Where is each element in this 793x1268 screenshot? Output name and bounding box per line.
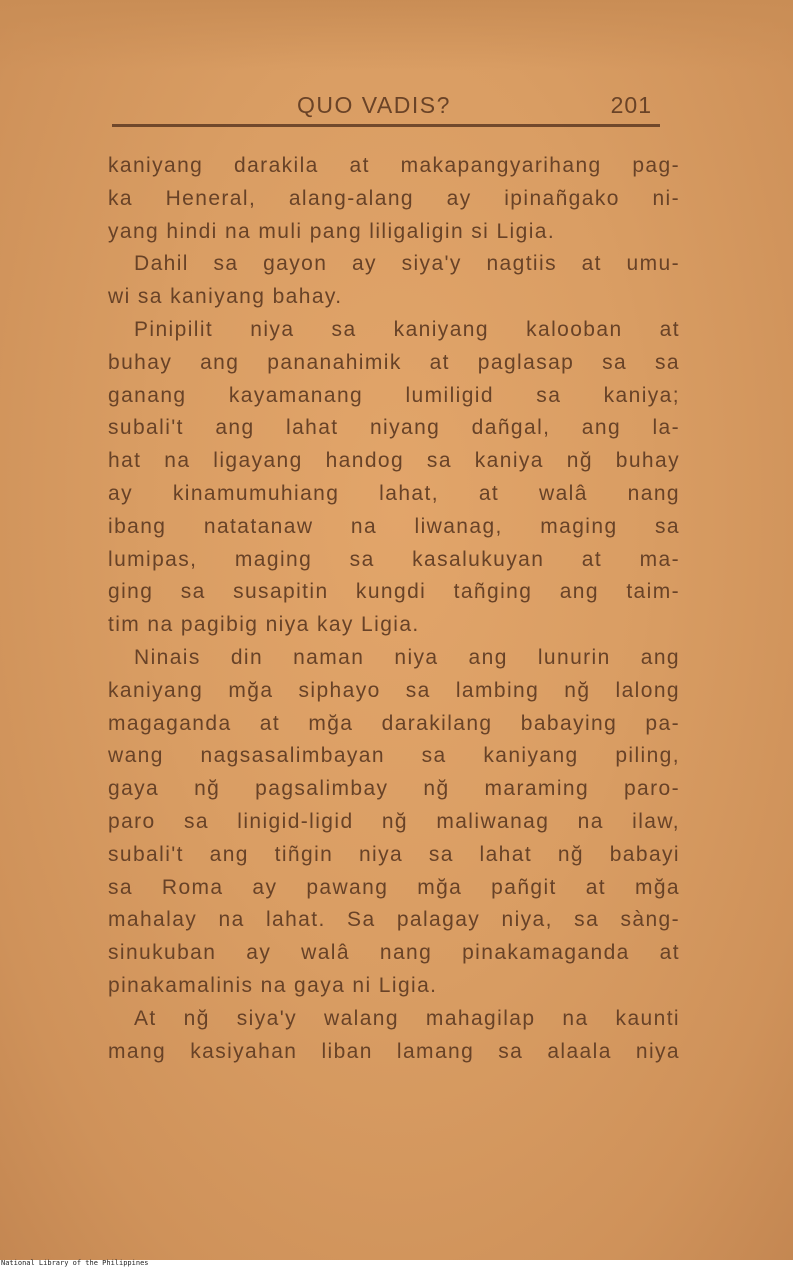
text-line: sa Roma ay pawang mğa pañgit at mğa <box>108 875 680 899</box>
text-line: buhay ang pananahimik at paglasap sa sa <box>108 350 680 374</box>
text-line: magaganda at mğa darakilang babaying pa- <box>108 711 680 735</box>
text-line: mahalay na lahat. Sa palagay niya, sa sàng- <box>108 908 680 932</box>
text-line: lumipas, maging sa kasalukuyan at ma- <box>108 547 680 571</box>
paragraph-start-line: Dahil sa gayon ay siya'y nagtiis at umu- <box>134 252 680 276</box>
running-title: QUO VADIS? <box>297 92 451 118</box>
text-line: subali't ang lahat niyang dañgal, ang la- <box>108 416 680 440</box>
text-line: yang hindi na muli pang liligaligin si Ligia. <box>108 219 556 243</box>
text-line: ibang natatanaw na liwanag, maging sa <box>108 514 680 538</box>
text-line: paro sa linigid-ligid nğ maliwanag na ilaw, <box>108 809 680 833</box>
header-rule <box>112 124 660 127</box>
body-text <box>108 150 680 1068</box>
footer-strip <box>0 1260 793 1268</box>
text-line: sinukuban ay walâ nang pinakamaganda at <box>108 941 680 965</box>
paragraph-start-line: Ninais din naman niya ang lunurin ang <box>134 645 680 669</box>
text-line: wi sa kaniyang bahay. <box>108 285 343 309</box>
text-line: subali't ang tiñgin niya sa lahat nğ babayi <box>108 842 680 866</box>
library-credit: National Library of the Philippines <box>1 1259 149 1267</box>
text-line: mang kasiyahan liban lamang sa alaala niya <box>108 1039 680 1063</box>
text-line: ka Heneral, alang-alang ay ipinañgako ni- <box>108 186 680 210</box>
text-line: ay kinamumuhiang lahat, at walâ nang <box>108 481 680 505</box>
text-line: gaya nğ pagsalimbay nğ maraming paro- <box>108 777 680 801</box>
text-line: kaniyang mğa siphayo sa lambing nğ lalong <box>108 678 680 702</box>
text-line: tim na pagibig niya kay Ligia. <box>108 613 420 637</box>
text-line: ganang kayamanang lumiligid sa kaniya; <box>108 383 680 407</box>
page-number: 201 <box>610 92 652 118</box>
page-header <box>112 90 660 126</box>
text-line: pinakamalinis na gaya ni Ligia. <box>108 973 438 997</box>
text-line: kaniyang darakila at makapangyarihang pag- <box>108 154 680 177</box>
paragraph-start-line: At nğ siya'y walang mahagilap na kaunti <box>134 1006 680 1030</box>
text-line: hat na ligayang handog sa kaniya nğ buhay <box>108 449 680 473</box>
paragraph-start-line: Pinipilit niya sa kaniyang kalooban at <box>134 317 680 341</box>
text-line: ging sa susapitin kungdi tañging ang taim- <box>108 580 680 604</box>
text-line: wang nagsasalimbayan sa kaniyang piling, <box>108 744 680 768</box>
